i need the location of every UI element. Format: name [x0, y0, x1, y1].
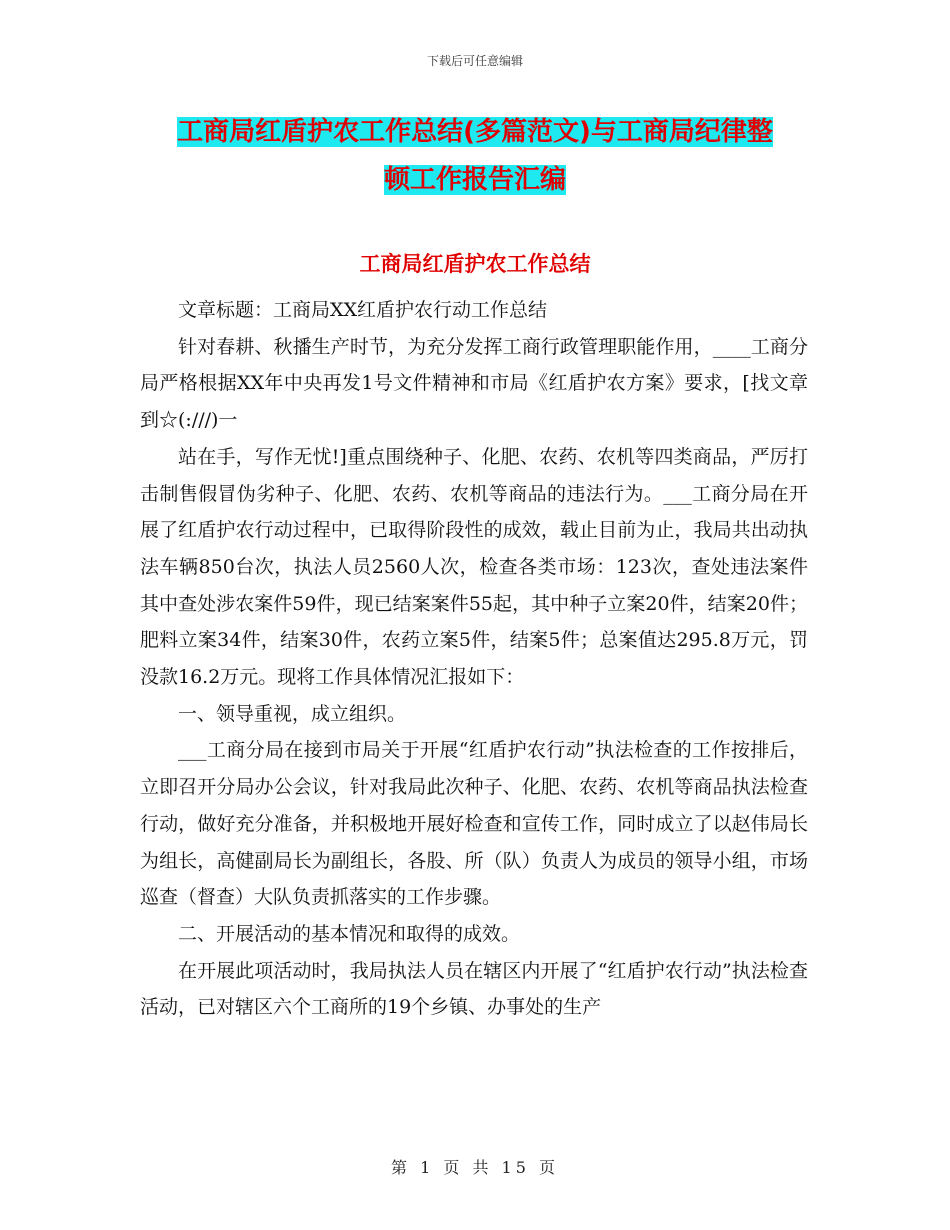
paragraph: ___工商分局在接到市局关于开展“红盾护农行动”执法检查的工作按排后，立即召开分局办公会议，针对我局此次种子、化肥、农药、农机等商品执法检查行动，做好充分准备，并积极地开展好检查和宣传工作，同时成立了以赵伟局长为组长，高健副局长为副组长，各股、所（队）负责人为成员的领导小组，市场巡查（督查）大队负责抓落实的工作步骤。	[140, 739, 808, 909]
main-title-line-2: 顿工作报告汇编	[383, 165, 566, 195]
main-title	[120, 108, 830, 204]
paragraph: 二、开展活动的基本情况和取得的成效。	[178, 922, 521, 945]
main-title-line-1: 工商局红盾护农工作总结(多篇范文)与工商局纪律整	[177, 117, 773, 147]
body-text	[140, 292, 808, 1026]
page-footer: 第 1 页 共 15 页	[391, 1158, 559, 1177]
section-title: 工商局红盾护农工作总结	[359, 252, 591, 276]
paragraph: 在开展此项活动时，我局执法人员在辖区内开展了“红盾护农行动”执法检查活动，已对辖区六个工商所的19个乡镇、办事处的生产	[140, 959, 808, 1019]
header-note: 下载后可任意编辑	[426, 54, 523, 68]
paragraph: 一、领导重视，成立组织。	[178, 702, 407, 725]
paragraph: 站在手，写作无忧!]重点围绕种子、化肥、农药、农机等四类商品，严厉打击制售假冒伪劣种子、化肥、农药、农机等商品的违法行为。___工商分局在开展了红盾护农行动过程中，已取得阶段性的成效，载止目前为止，我局共出动执法车辆850台次，执法人员2560人次，检查各类市场：123次，查处违法案件其中查处涉农案件59件，现已结案案件55起，其中种子立案20件，结案20件；肥料立案34件，结案30件，农药立案5件，结案5件；总案值达295.8万元，罚没款16.2万元。现将工作具体情况汇报如下：	[140, 445, 808, 689]
paragraph: 针对春耕、秋播生产时节，为充分发挥工商行政管理职能作用，____工商分局严格根据XX年中央再发1号文件精神和市局《红盾护农方案》要求，[找文章到☆(:///)一	[140, 335, 808, 432]
paragraph: 文章标题：工商局XX红盾护农行动工作总结	[178, 299, 548, 321]
